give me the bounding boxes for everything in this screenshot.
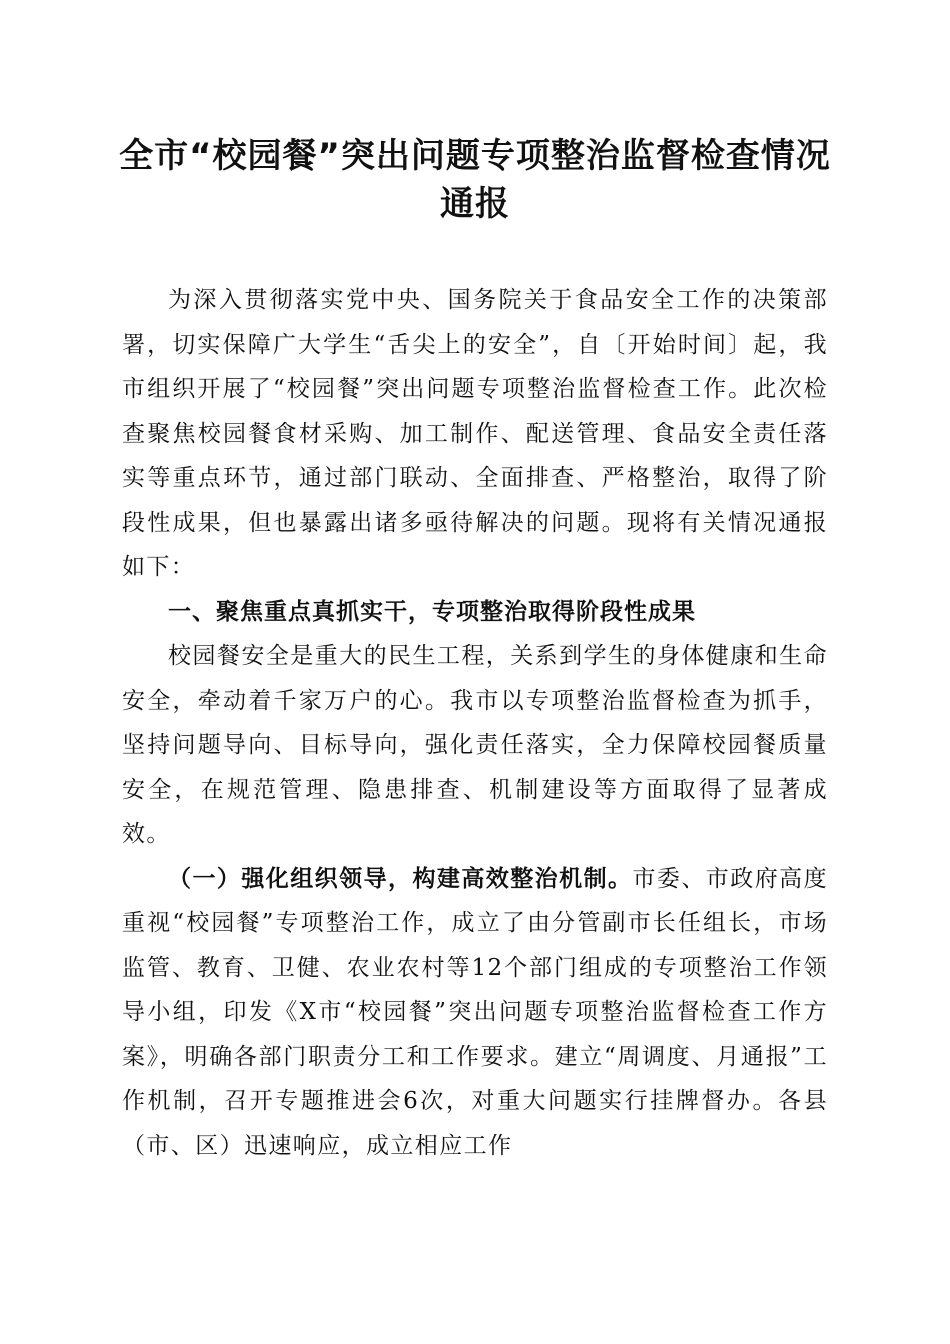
section-1-heading: 一、聚焦重点真抓实干，专项整治取得阶段性成果 xyxy=(168,598,696,625)
document-body xyxy=(122,278,828,1168)
section-1-paragraph: 校园餐安全是重大的民生工程，关系到学生的身体健康和生命安全，牵动着千家万户的心。我市以专项整治监督检查为抓手，坚持问题导向、目标导向，强化责任落实，全力保障校园餐质量安全，在规范管理、隐患排查、机制建设等方面取得了显著成效。 xyxy=(122,643,828,847)
subsection-1-paragraph xyxy=(122,857,828,1169)
subsection-1-text: 市委、市政府高度重视“校园餐”专项整治工作，成立了由分管副市长任组长，市场监管、教育、卫健、农业农村等12个部门组成的专项整治工作领导小组，印发《X市“校园餐”突出问题专项整治监督检查工作方案》，明确各部门职责分工和工作要求。建立“周调度、月通报”工作机制，召开专题推进会6次，对重大问题实行挂牌督办。各县（市、区）迅速响应，成立相应工作 xyxy=(122,865,828,1159)
document-title: 全市“校园餐”突出问题专项整治监督检查情况通报 xyxy=(119,136,831,224)
intro-paragraph: 为深入贯彻落实党中央、国务院关于食品安全工作的决策部署，切实保障广大学生“舌尖上的安全”，自〔开始时间〕起，我市组织开展了“校园餐”突出问题专项整治监督检查工作。此次检查聚焦校园餐食材采购、加工制作、配送管理、食品安全责任落实等重点环节，通过部门联动、全面排查、严格整治，取得了阶段性成果，但也暴露出诸多亟待解决的问题。现将有关情况通报如下： xyxy=(122,287,828,580)
subsection-1-lead: （一）强化组织领导，构建高效整治机制。 xyxy=(168,864,633,892)
